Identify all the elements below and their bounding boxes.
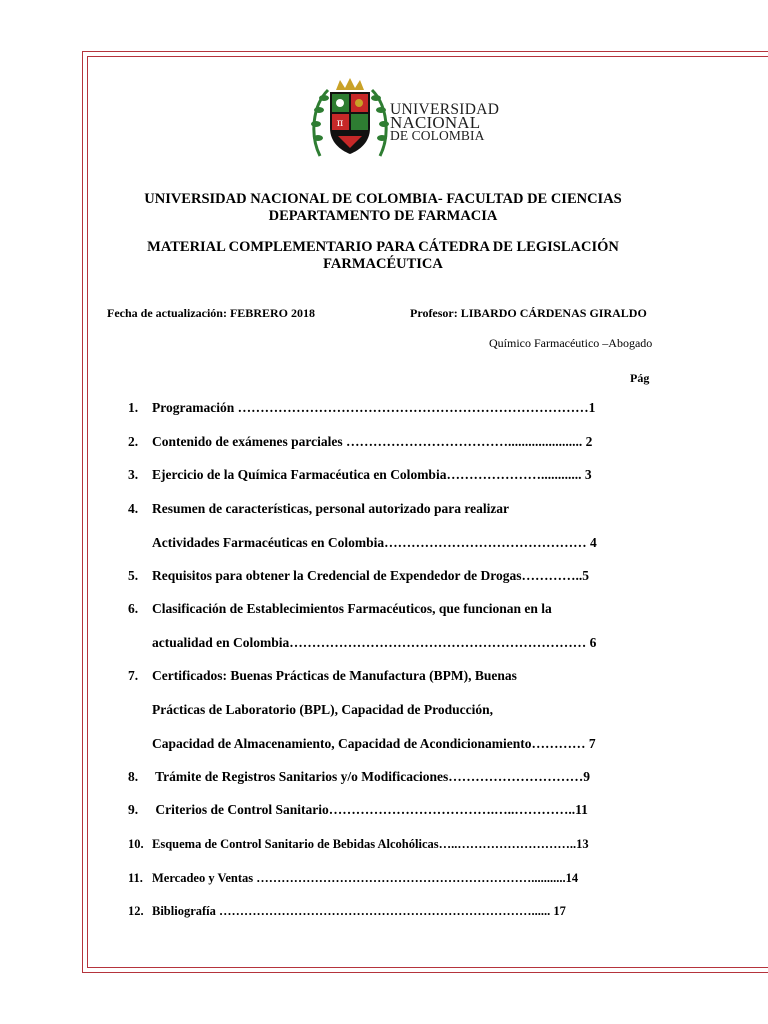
toc-number: 2. (128, 434, 139, 449)
toc-item (128, 399, 652, 417)
professor-name: Profesor: LIBARDO CÁRDENAS GIRALDO (410, 306, 647, 320)
toc-number: 11. (128, 871, 143, 885)
toc-item (128, 701, 652, 719)
toc-number: 1. (128, 400, 139, 415)
toc-text: Certificados: Buenas Prácticas de Manufactura (BPM), Buenas (152, 668, 517, 683)
professor-role: Químico Farmacéutico –Abogado (489, 336, 653, 350)
toc-item (128, 735, 652, 753)
toc-number: 7. (128, 668, 139, 683)
heading-material: MATERIAL COMPLEMENTARIO PARA CÁTEDRA DE LEGISLACIÓN (147, 239, 619, 255)
toc-item (128, 835, 652, 853)
toc-number: 5. (128, 568, 139, 583)
toc-number: 10. (128, 837, 144, 851)
svg-text:π: π (336, 118, 344, 129)
toc-number: 4. (128, 501, 139, 516)
update-date: Fecha de actualización: FEBRERO 2018 (107, 306, 315, 320)
toc-text: Criterios de Control Sanitario……………………………….…..…………..11 (152, 802, 588, 817)
toc-text: Requisitos para obtener la Credencial de Expendedor de Drogas…………..5 (152, 568, 590, 583)
heading-department: DEPARTAMENTO DE FARMACIA (268, 208, 498, 224)
toc-text: Actividades Farmacéuticas en Colombia……………………………………… 4 (152, 535, 597, 550)
toc-text: Programación ……………………………………………………………………1 (152, 400, 596, 415)
logo-line1: UNIVERSIDAD (390, 101, 500, 118)
toc-item (128, 634, 652, 652)
toc-text: Capacidad de Almacenamiento, Capacidad de Acondicionamiento………… 7 (152, 736, 596, 751)
toc-number: 6. (128, 601, 139, 616)
toc-text: Mercadeo y Ventas …………………………………………………………...........14 (152, 871, 579, 885)
toc-item (128, 567, 652, 585)
toc-text: Esquema de Control Sanitario de Bebidas Alcohólicas…..………………………..13 (152, 837, 589, 851)
logo-line3: DE COLOMBIA (390, 128, 485, 143)
heading-subject: FARMACÉUTICA (323, 256, 443, 272)
page-column-label: Pág (630, 371, 650, 385)
toc-number: 8. (128, 769, 139, 784)
toc-text: Ejercicio de la Química Farmacéutica en Colombia…………………............ 3 (152, 467, 592, 482)
toc-text: Prácticas de Laboratorio (BPL), Capacidad de Producción, (152, 702, 493, 717)
toc-item (128, 600, 652, 618)
toc-item (128, 500, 652, 518)
toc-number: 12. (128, 904, 144, 918)
toc-text: Clasificación de Establecimientos Farmacéuticos, que funcionan en la (152, 601, 552, 616)
toc-item (128, 902, 652, 920)
logo-wordmark (390, 103, 499, 142)
toc-text: Resumen de características, personal autorizado para realizar (152, 501, 510, 516)
toc-item (128, 466, 652, 484)
toc-item (128, 869, 652, 887)
toc-number: 3. (128, 467, 139, 482)
toc-number: 9. (128, 802, 139, 817)
toc-item (128, 433, 652, 451)
toc-text: Trámite de Registros Sanitarios y/o Modificaciones…………………………9 (152, 769, 590, 784)
toc-item (128, 534, 652, 552)
toc-text: actualidad en Colombia………………………………………………………… 6 (152, 635, 597, 650)
toc-item (128, 801, 652, 819)
heading-university: UNIVERSIDAD NACIONAL DE COLOMBIA- FACULTAD DE CIENCIAS (144, 191, 622, 207)
toc-text: Contenido de exámenes parciales ………………………………...................... 2 (152, 434, 593, 449)
logo-line2: NACIONAL (390, 113, 481, 132)
toc-item (128, 768, 652, 786)
toc-item (128, 667, 652, 685)
toc-text: Bibliografía …………………………………………………………………...... 17 (152, 904, 566, 918)
